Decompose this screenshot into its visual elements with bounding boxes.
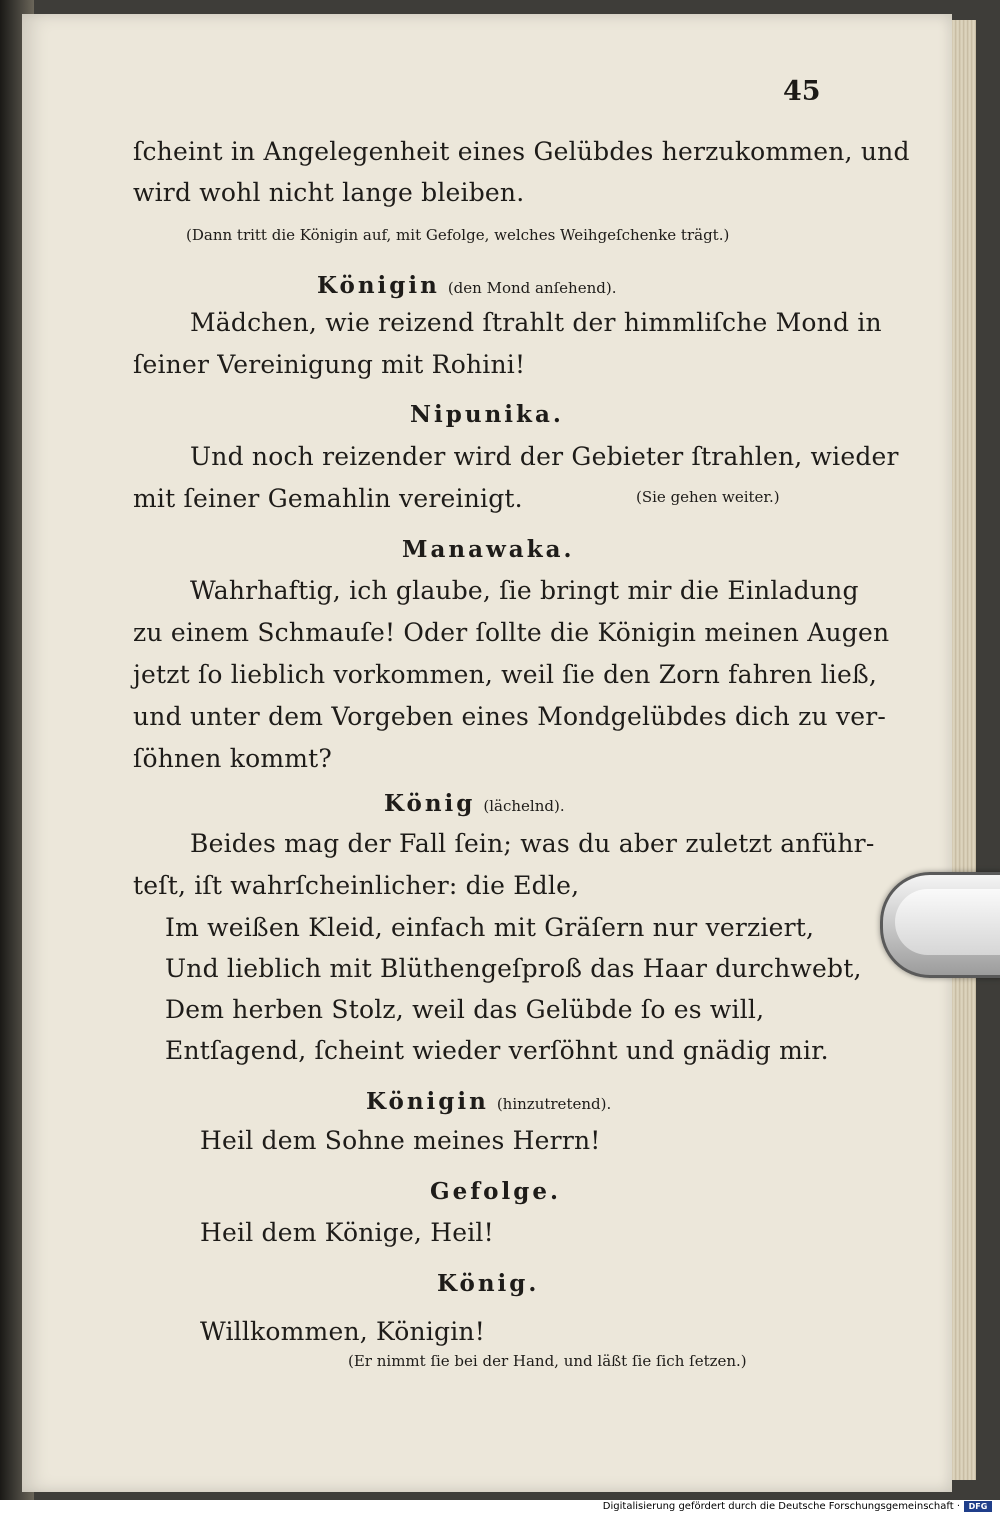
text-line-14: Heil dem Sohne meines Herrn! xyxy=(200,1126,601,1155)
text-line-3: Mädchen, wie reizend ſtrahlt der himmliſche Mond in xyxy=(190,308,882,337)
page-clip xyxy=(880,872,1000,978)
verse-line-3: Dem herben Stolz, weil das Gelübde ſo es will, xyxy=(165,995,765,1024)
stage-direction-2: (Sie gehen weiter.) xyxy=(636,488,780,506)
speaker-heading-5 xyxy=(366,1088,611,1115)
text-line-13: teſt, iſt wahrſcheinlicher: die Edle, xyxy=(133,871,580,900)
speaker-note: (lächelnd). xyxy=(483,797,565,815)
speaker-name: Königin xyxy=(317,272,440,299)
text-line-10: und unter dem Vorgeben eines Mondgelübdes dich zu ver- xyxy=(133,702,887,731)
speaker-heading-4 xyxy=(384,790,565,817)
speaker-heading-7: König. xyxy=(437,1270,540,1297)
speaker-note: (den Mond anſehend). xyxy=(447,279,617,297)
text-line-9: jetzt ſo lieblich vorkommen, weil ſie den Zorn fahren ließ, xyxy=(133,660,878,689)
speaker-note: (hinzutretend). xyxy=(496,1095,612,1113)
page-edges xyxy=(952,20,976,1480)
text-line-6: mit ſeiner Gemahlin vereinigt. xyxy=(133,484,523,513)
dfg-logo: DFG xyxy=(964,1501,992,1512)
speaker-heading-1 xyxy=(317,272,616,299)
page-clip-inner xyxy=(895,889,1000,955)
text-line-15: Heil dem Könige, Heil! xyxy=(200,1218,494,1247)
text-line-2: wird wohl nicht lange bleiben. xyxy=(133,178,525,207)
speaker-heading-6: Gefolge. xyxy=(430,1178,561,1205)
verse-line-2: Und lieblich mit Blüthengeſproß das Haar durchwebt, xyxy=(165,954,862,983)
text-line-11: ſöhnen kommt? xyxy=(133,744,333,773)
text-line-8: zu einem Schmauſe! Oder ſollte die Königin meinen Augen xyxy=(133,618,890,647)
speaker-heading-3: Manawaka. xyxy=(402,536,575,563)
text-line-1-text: ſcheint in Angelegenheit eines Gelübdes herzukommen, und xyxy=(133,137,910,166)
verse-line-4: Entſagend, ſcheint wieder verſöhnt und gnädig mir. xyxy=(165,1036,829,1065)
stage-direction-3: (Er nimmt ſie bei der Hand, und läßt ſie ſich ſetzen.) xyxy=(348,1352,747,1370)
page-number: 45 xyxy=(783,76,821,107)
stage-direction-1: (Dann tritt die Königin auf, mit Gefolge, welches Weihgeſchenke trägt.) xyxy=(186,226,730,244)
text-line-4: ſeiner Vereinigung mit Rohini! xyxy=(133,350,526,379)
footer-credit: Digitalisierung gefördert durch die Deutsche Forschungsgemeinschaft · xyxy=(602,1501,960,1512)
speaker-name: Königin xyxy=(366,1088,489,1115)
text-line-7: Wahrhaftig, ich glaube, ſie bringt mir die Einladung xyxy=(190,576,859,605)
text-line-1 xyxy=(133,137,910,166)
verse-line-1: Im weißen Kleid, einfach mit Gräſern nur verziert, xyxy=(165,913,815,942)
speaker-name: König xyxy=(384,790,476,817)
speaker-heading-2: Nipunika. xyxy=(410,401,564,428)
text-line-12: Beides mag der Fall ſein; was du aber zuletzt anführ- xyxy=(190,829,875,858)
text-line-16: Willkommen, Königin! xyxy=(200,1317,485,1346)
text-line-5: Und noch reizender wird der Gebieter ſtrahlen, wieder xyxy=(190,442,899,471)
